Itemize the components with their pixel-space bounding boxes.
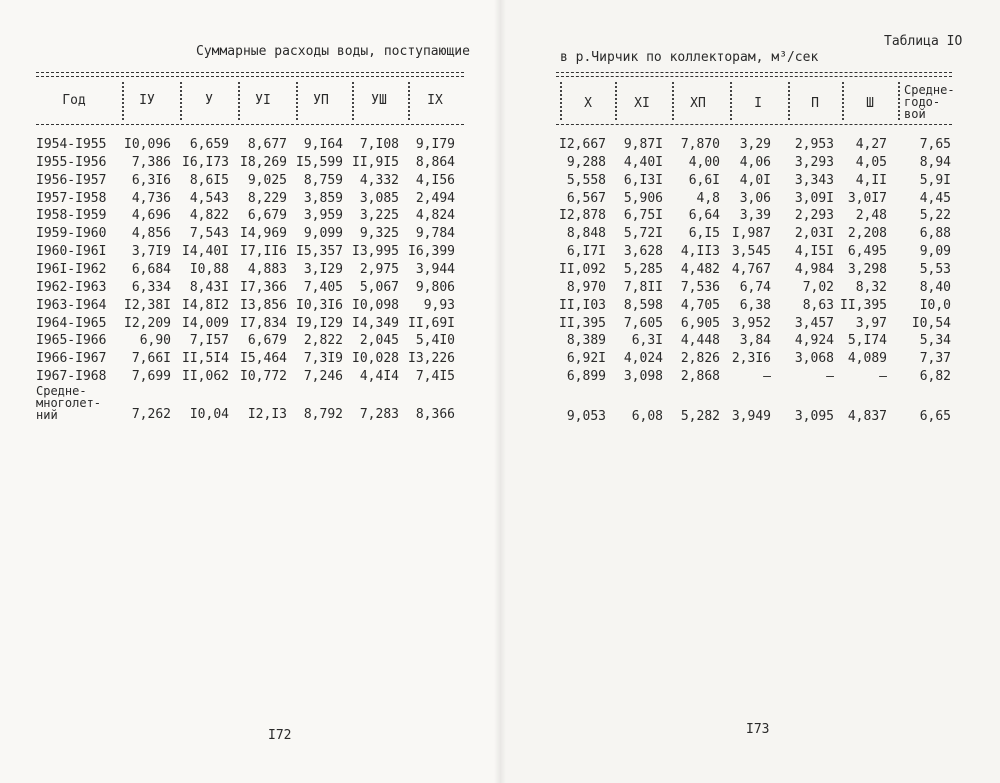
table-cell: I6,I73: [182, 155, 229, 170]
table-cell: 9,806: [415, 280, 455, 295]
book-gutter: [494, 0, 506, 783]
table-cell: 4,089: [847, 351, 887, 366]
table-cell: 7,02: [802, 280, 834, 295]
mean-cell: 7,262: [131, 407, 171, 422]
table-cell: 6,88: [919, 226, 951, 241]
header-separator: [615, 82, 617, 120]
table-cell: 5,72I: [623, 226, 663, 241]
table-cell: 4,705: [680, 298, 720, 313]
table-cell: 4,00: [688, 155, 720, 170]
column-header-month: УШ: [371, 93, 387, 108]
table-cell: 9,09: [919, 244, 951, 259]
left-header-rule: [36, 124, 464, 125]
right-title-text: в р.Чирчик по коллекторам, м³/сек: [560, 50, 819, 65]
table-cell: I,987: [731, 226, 771, 241]
table-cell: 3,085: [359, 191, 399, 206]
header-separator: [180, 82, 182, 120]
row-year: I96I-I962: [36, 262, 107, 277]
table-cell: 3,97: [855, 316, 887, 331]
table-cell: 7,536: [680, 280, 720, 295]
table-cell: 6,I7I: [566, 244, 606, 259]
table-label: Таблица IO: [884, 34, 963, 49]
table-cell: 4,4I4: [359, 369, 399, 384]
table-cell: –: [879, 369, 887, 384]
table-cell: 5,285: [623, 262, 663, 277]
table-cell: 8,598: [623, 298, 663, 313]
table-cell: 3,959: [303, 208, 343, 223]
table-cell: 2,826: [680, 351, 720, 366]
table-cell: 7,4I5: [415, 369, 455, 384]
table-cell: I3,995: [352, 244, 399, 259]
table-cell: 6,74: [739, 280, 771, 295]
table-cell: 6,75I: [623, 208, 663, 223]
table-cell: I7,II6: [240, 244, 287, 259]
table-cell: I0,54: [911, 316, 951, 331]
table-cell: 7,543: [189, 226, 229, 241]
table-cell: 7,405: [303, 280, 343, 295]
table-cell: 5,9I: [919, 173, 951, 188]
table-cell: 4,824: [415, 208, 455, 223]
table-cell: 3,343: [794, 173, 834, 188]
table-cell: I0,88: [189, 262, 229, 277]
table-cell: I0,098: [352, 298, 399, 313]
table-cell: 4,332: [359, 173, 399, 188]
table-cell: 5,067: [359, 280, 399, 295]
table-cell: I0,096: [124, 137, 171, 152]
mean-cell: 6,65: [919, 409, 951, 424]
table-cell: 7,699: [131, 369, 171, 384]
table-cell: I4,969: [240, 226, 287, 241]
table-cell: 7,870: [680, 137, 720, 152]
column-header-annual: Средне- годо- вой: [904, 83, 955, 121]
table-cell: 4,024: [623, 351, 663, 366]
table-cell: 3,225: [359, 208, 399, 223]
table-cell: 2,868: [680, 369, 720, 384]
row-year: I960-I96I: [36, 244, 107, 259]
table-cell: 6,3I6: [131, 173, 171, 188]
table-cell: I5,464: [240, 351, 287, 366]
table-cell: 6,495: [847, 244, 887, 259]
table-cell: I0,0: [919, 298, 951, 313]
column-header-month: XI: [634, 96, 650, 111]
table-cell: I2,209: [124, 316, 171, 331]
table-cell: 5,34: [919, 333, 951, 348]
table-cell: 2,494: [415, 191, 455, 206]
table-cell: 9,I79: [415, 137, 455, 152]
table-cell: 6,679: [247, 333, 287, 348]
row-year: I966-I967: [36, 351, 107, 366]
table-cell: 2,48: [855, 208, 887, 223]
table-cell: 4,06: [739, 155, 771, 170]
table-cell: 8,6I5: [189, 173, 229, 188]
table-cell: 8,40: [919, 280, 951, 295]
column-header-month: IУ: [139, 93, 155, 108]
left-top-rule-2: [36, 76, 464, 77]
table-cell: 4,I56: [415, 173, 455, 188]
table-cell: 4,822: [189, 208, 229, 223]
mean-cell: 8,366: [415, 407, 455, 422]
table-cell: 8,43I: [189, 280, 229, 295]
table-cell: I0,772: [240, 369, 287, 384]
table-cell: 9,I64: [303, 137, 343, 152]
table-cell: 4,448: [680, 333, 720, 348]
row-year: I954-I955: [36, 137, 107, 152]
row-year: I965-I966: [36, 333, 107, 348]
table-cell: 8,759: [303, 173, 343, 188]
table-cell: 5,22: [919, 208, 951, 223]
table-cell: 5,4I0: [415, 333, 455, 348]
mean-row-label: Средне- многолет- ний: [36, 384, 102, 422]
table-cell: I4,40I: [182, 244, 229, 259]
page-number-right: I73: [746, 722, 770, 737]
table-cell: 4,45: [919, 191, 951, 206]
header-separator: [730, 82, 732, 120]
table-cell: 6,I3I: [623, 173, 663, 188]
table-cell: 6,6I: [688, 173, 720, 188]
table-cell: 2,3I6: [731, 351, 771, 366]
table-cell: 6,905: [680, 316, 720, 331]
table-cell: 4,8: [696, 191, 720, 206]
table-cell: 4,0I: [739, 173, 771, 188]
table-cell: 2,293: [794, 208, 834, 223]
table-cell: 6,334: [131, 280, 171, 295]
column-header-month: УП: [313, 93, 329, 108]
table-cell: 3,39: [739, 208, 771, 223]
table-cell: 3,293: [794, 155, 834, 170]
table-cell: II,395: [559, 316, 606, 331]
table-cell: 3,944: [415, 262, 455, 277]
table-cell: I4,8I2: [182, 298, 229, 313]
table-cell: 2,953: [794, 137, 834, 152]
table-cell: 3,06: [739, 191, 771, 206]
table-cell: 5,53: [919, 262, 951, 277]
table-cell: 7,605: [623, 316, 663, 331]
table-cell: 5,906: [623, 191, 663, 206]
row-year: I964-I965: [36, 316, 107, 331]
mean-cell: 8,792: [303, 407, 343, 422]
table-cell: 4,482: [680, 262, 720, 277]
row-year: I967-I968: [36, 369, 107, 384]
table-cell: 7,3I9: [303, 351, 343, 366]
table-cell: 3,7I9: [131, 244, 171, 259]
table-cell: 4,736: [131, 191, 171, 206]
table-cell: 9,784: [415, 226, 455, 241]
mean-cell: I0,04: [189, 407, 229, 422]
table-cell: 8,864: [415, 155, 455, 170]
table-cell: 9,099: [303, 226, 343, 241]
mean-cell: I2,I3: [247, 407, 287, 422]
table-cell: 6,659: [189, 137, 229, 152]
column-header-month: X: [584, 96, 592, 111]
header-separator: [842, 82, 844, 120]
header-separator: [352, 82, 354, 120]
mean-cell: 4,837: [847, 409, 887, 424]
table-cell: 3,859: [303, 191, 343, 206]
table-cell: 3,628: [623, 244, 663, 259]
left-top-rule: [36, 72, 464, 73]
table-cell: –: [763, 369, 771, 384]
table-cell: 9,325: [359, 226, 399, 241]
table-cell: 8,389: [566, 333, 606, 348]
table-cell: 6,I5: [688, 226, 720, 241]
table-cell: 3,09I: [794, 191, 834, 206]
table-cell: 6,90: [139, 333, 171, 348]
column-header-month: У: [205, 93, 213, 108]
row-year: I956-I957: [36, 173, 107, 188]
column-header-month: XП: [690, 96, 706, 111]
table-cell: II,9I5: [352, 155, 399, 170]
row-year: I957-I958: [36, 191, 107, 206]
table-cell: 4,767: [731, 262, 771, 277]
table-cell: 3,098: [623, 369, 663, 384]
table-cell: I6,399: [408, 244, 455, 259]
table-cell: 6,684: [131, 262, 171, 277]
table-cell: II,395: [840, 298, 887, 313]
table-cell: 8,32: [855, 280, 887, 295]
table-cell: 9,288: [566, 155, 606, 170]
table-cell: 3,84: [739, 333, 771, 348]
table-cell: I5,357: [296, 244, 343, 259]
table-cell: 3,0I7: [847, 191, 887, 206]
table-cell: 8,229: [247, 191, 287, 206]
table-cell: I0,3I6: [296, 298, 343, 313]
table-cell: 6,679: [247, 208, 287, 223]
table-cell: 7,8II: [623, 280, 663, 295]
table-cell: 8,848: [566, 226, 606, 241]
table-cell: 4,696: [131, 208, 171, 223]
table-cell: 4,II3: [680, 244, 720, 259]
table-cell: I7,366: [240, 280, 287, 295]
table-cell: 6,899: [566, 369, 606, 384]
table-cell: I3,226: [408, 351, 455, 366]
table-cell: 8,677: [247, 137, 287, 152]
table-cell: 8,970: [566, 280, 606, 295]
table-cell: 4,984: [794, 262, 834, 277]
table-cell: 5,558: [566, 173, 606, 188]
right-top-rule: [556, 72, 952, 73]
table-cell: I2,667: [559, 137, 606, 152]
header-separator: [122, 82, 124, 120]
table-cell: I4,009: [182, 316, 229, 331]
header-separator: [788, 82, 790, 120]
table-cell: II,062: [182, 369, 229, 384]
column-header-month: П: [811, 96, 819, 111]
table-cell: 3,298: [847, 262, 887, 277]
table-cell: II,092: [559, 262, 606, 277]
right-header-rule: [556, 124, 952, 125]
left-title: Суммарные расходы воды, поступающие: [196, 44, 470, 59]
table-cell: 9,87I: [623, 137, 663, 152]
table-cell: 7,37: [919, 351, 951, 366]
header-separator: [238, 82, 240, 120]
table-cell: 2,045: [359, 333, 399, 348]
mean-cell: 9,053: [566, 409, 606, 424]
table-cell: I4,349: [352, 316, 399, 331]
header-separator: [296, 82, 298, 120]
right-title: [560, 50, 818, 65]
row-year: I963-I964: [36, 298, 107, 313]
mean-cell: 6,08: [631, 409, 663, 424]
table-cell: I2,878: [559, 208, 606, 223]
table-cell: I9,I29: [296, 316, 343, 331]
table-cell: 6,64: [688, 208, 720, 223]
column-header-month: I: [754, 96, 762, 111]
table-cell: 3,457: [794, 316, 834, 331]
table-cell: 4,27: [855, 137, 887, 152]
table-cell: 6,3I: [631, 333, 663, 348]
table-cell: 3,545: [731, 244, 771, 259]
table-cell: 3,068: [794, 351, 834, 366]
row-year: I958-I959: [36, 208, 107, 223]
table-cell: 4,543: [189, 191, 229, 206]
column-header-month: Ш: [866, 96, 874, 111]
table-cell: 7,65: [919, 137, 951, 152]
table-cell: 7,I57: [189, 333, 229, 348]
row-year: I959-I960: [36, 226, 107, 241]
table-cell: 2,208: [847, 226, 887, 241]
table-cell: 5,I74: [847, 333, 887, 348]
page-number-left: I72: [268, 728, 292, 743]
column-header-year: Год: [62, 93, 86, 108]
table-cell: 9,93: [423, 298, 455, 313]
table-cell: 2,975: [359, 262, 399, 277]
table-cell: 2,03I: [794, 226, 834, 241]
table-cell: 7,246: [303, 369, 343, 384]
right-top-rule-2: [556, 76, 952, 77]
table-cell: 9,025: [247, 173, 287, 188]
table-cell: 2,822: [303, 333, 343, 348]
mean-cell: 7,283: [359, 407, 399, 422]
row-year: I962-I963: [36, 280, 107, 295]
table-cell: 3,I29: [303, 262, 343, 277]
mean-cell: 3,095: [794, 409, 834, 424]
table-cell: I0,028: [352, 351, 399, 366]
table-cell: I3,856: [240, 298, 287, 313]
table-cell: I5,599: [296, 155, 343, 170]
column-header-month: УI: [255, 93, 271, 108]
table-cell: 6,82: [919, 369, 951, 384]
mean-cell: 5,282: [680, 409, 720, 424]
header-separator: [560, 82, 562, 120]
table-cell: 4,924: [794, 333, 834, 348]
table-cell: 6,92I: [566, 351, 606, 366]
header-separator: [898, 82, 900, 120]
table-cell: 7,66I: [131, 351, 171, 366]
column-header-month: IX: [427, 93, 443, 108]
table-cell: 8,63: [802, 298, 834, 313]
table-cell: 4,05: [855, 155, 887, 170]
table-cell: I8,269: [240, 155, 287, 170]
table-cell: 4,II: [855, 173, 887, 188]
table-cell: 3,952: [731, 316, 771, 331]
table-cell: 6,567: [566, 191, 606, 206]
table-cell: 4,40I: [623, 155, 663, 170]
mean-cell: 3,949: [731, 409, 771, 424]
table-cell: II,69I: [408, 316, 455, 331]
table-cell: II,I03: [559, 298, 606, 313]
table-cell: 7,386: [131, 155, 171, 170]
table-cell: –: [826, 369, 834, 384]
table-cell: I7,834: [240, 316, 287, 331]
table-cell: 4,I5I: [794, 244, 834, 259]
header-separator: [672, 82, 674, 120]
row-year: I955-I956: [36, 155, 107, 170]
table-cell: 8,94: [919, 155, 951, 170]
table-cell: I2,38I: [124, 298, 171, 313]
header-separator: [408, 82, 410, 120]
table-cell: 4,883: [247, 262, 287, 277]
table-cell: II,5I4: [182, 351, 229, 366]
table-cell: 7,I08: [359, 137, 399, 152]
table-cell: 3,29: [739, 137, 771, 152]
table-cell: 6,38: [739, 298, 771, 313]
table-cell: 4,856: [131, 226, 171, 241]
